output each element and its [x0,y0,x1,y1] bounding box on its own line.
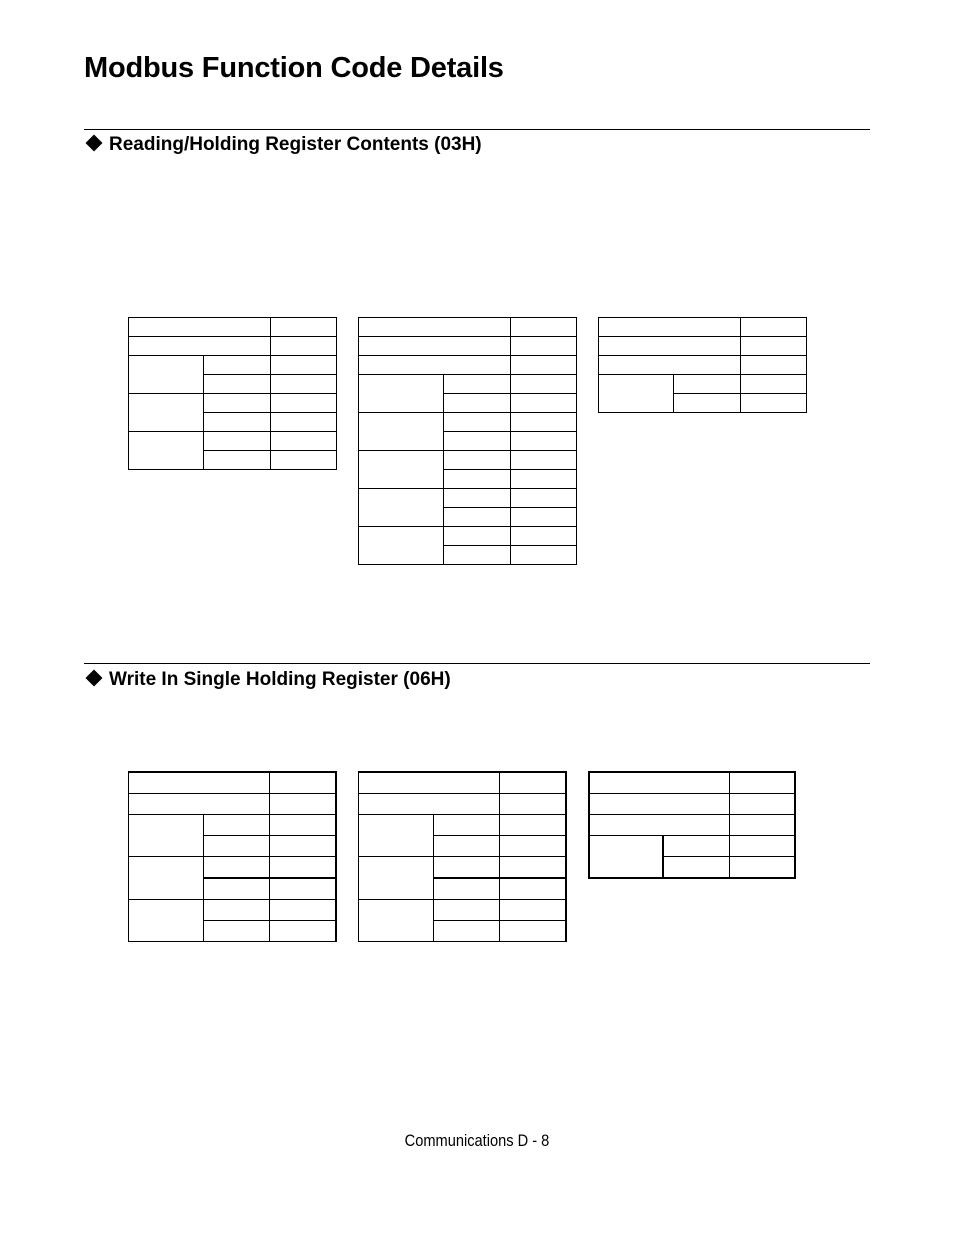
table-row [599,337,807,356]
table-row [359,857,567,879]
table-row [599,375,807,394]
page-footer: Communications D - 8 [404,1131,550,1150]
table-row [359,489,577,508]
section-divider [84,663,870,664]
table-row [129,900,337,921]
table-row [599,318,807,337]
table-row [359,413,577,432]
table-row [359,337,577,356]
write-query-table [128,771,337,942]
write-response-table [358,771,567,942]
diamond-icon [86,670,103,687]
table-row [129,815,337,836]
table-row [589,794,795,815]
table-row [599,356,807,375]
table-row [589,772,795,794]
table-row [129,857,337,879]
page-title: Modbus Function Code Details [84,52,504,84]
table-row [129,356,337,375]
table-row [129,318,337,337]
query-message-table [128,317,337,470]
table-row [589,836,795,857]
table-row [129,432,337,451]
table-row [129,337,337,356]
table-row [359,375,577,394]
table-row [129,772,337,794]
table-row [359,527,577,546]
table-row [359,794,567,815]
section-heading-06h [84,668,451,692]
table-row [589,815,795,836]
table-row [129,394,337,413]
table-row [359,318,577,337]
table-row [359,815,567,836]
table-row [359,356,577,375]
response-message-table [358,317,577,565]
section-heading-text: Write In Single Holding Register (06H) [109,669,451,690]
table-row [129,794,337,815]
section-divider [84,129,870,130]
write-error-response-table [588,771,796,879]
section-heading-text: Reading/Holding Register Contents (03H) [109,134,482,155]
section-heading-03h [84,133,482,157]
table-row [359,772,567,794]
error-response-table [598,317,807,413]
table-row [359,451,577,470]
table-row [359,900,567,921]
diamond-icon [86,135,103,152]
